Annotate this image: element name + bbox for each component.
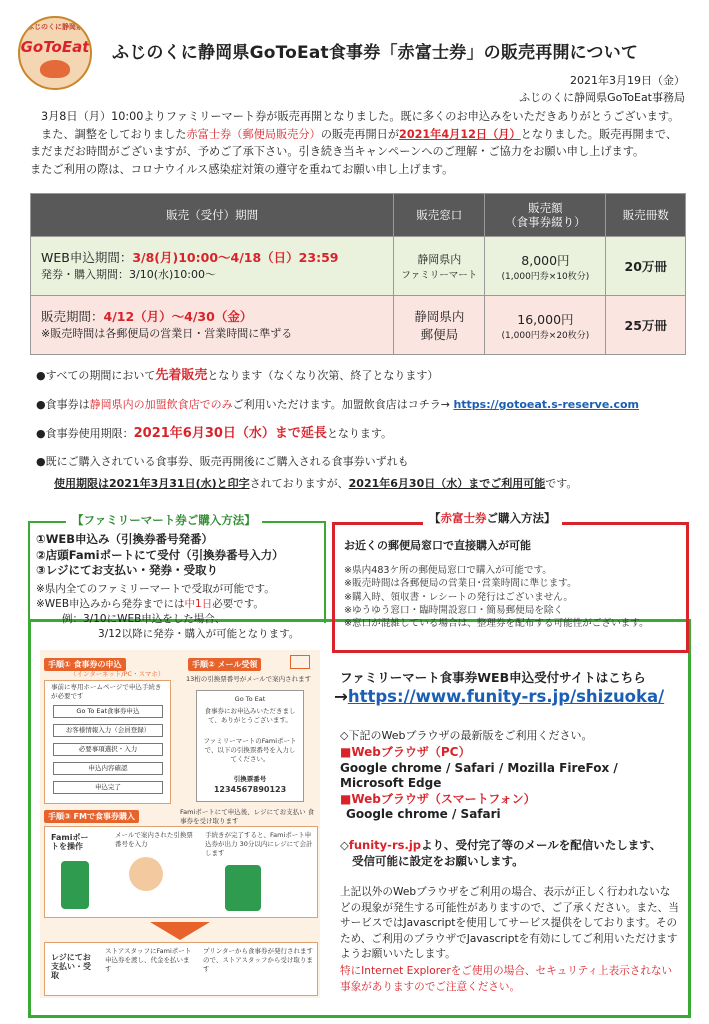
- step3-desc: Famiポートにて申込後、レジにてお支払い 食事券を受け取ります: [180, 808, 315, 825]
- register-1: ストアスタッフにFamiポート申込券を渡し、代金を払います: [105, 947, 192, 973]
- at-b: 赤富士券: [440, 511, 487, 525]
- issue-date: 2021年3月19日（金）: [570, 74, 685, 87]
- flow-btn-4: 申込内容確認: [53, 762, 163, 775]
- fm-note-3: 例：3/10にWEB申込をした場合、: [62, 613, 226, 625]
- akafuji-notes: [344, 564, 649, 630]
- step2-label: 手順② メール受領: [188, 658, 261, 671]
- step3-panel: [44, 826, 318, 918]
- familymart-steps: [36, 532, 284, 579]
- logo-mountain-icon: [40, 60, 70, 78]
- fm-note-4: 3/12以降に発券・購入が可能となります。: [98, 628, 300, 640]
- fm-step-2: ②店頭Famiポートにて受付（引換券番号入力）: [36, 547, 284, 562]
- step3-label: 手順③ FMで食事券購入: [44, 810, 139, 823]
- fami-op-1: メールで案内された引換票番号を入力: [115, 831, 193, 848]
- b3-b: となります。: [326, 427, 393, 440]
- browser-list: [340, 745, 618, 823]
- price-note: (1,000円券×10枚分): [501, 271, 590, 282]
- intro-p3: またご利用の際は、コロナウイルス感染症対策の遵守を重ねてお願い申し上げます。: [30, 162, 454, 176]
- mail-c: 受信可能に設定をお願いします。: [352, 853, 524, 868]
- arrow-icon: →: [334, 687, 348, 706]
- issue-period: 発券・購入期間：3/10(水)10:00～: [41, 268, 216, 281]
- mail-a: ◇: [340, 838, 349, 852]
- step2-desc: 13桁の引換票番号がメールで案内されます: [186, 675, 312, 683]
- bullet-validity: [54, 475, 709, 492]
- af-note-4: ※ゆうゆう窓口・臨時開設窓口・簡易郵便局を除く: [344, 604, 564, 616]
- table-header: 販売窓口: [394, 194, 485, 237]
- at-a: 【: [429, 511, 441, 525]
- ft-b: ファミリーマート券: [83, 513, 187, 527]
- sp-browser-list: Google chrome / Safari: [346, 807, 501, 821]
- akafuji-headline: お近くの郵便局窓口で直接購入が可能: [344, 539, 531, 552]
- flow-btn-2: お客様情報入力（会員登録）: [53, 724, 163, 737]
- flow-btn-5: 申込完了: [53, 781, 163, 794]
- b3-a: ●食事券使用期限：: [36, 427, 134, 440]
- pc-browser-label: ■Webブラウザ（PC）: [340, 745, 471, 759]
- b1-red: 先着販売: [155, 368, 208, 383]
- mail-domain: funity-rs.jp: [348, 838, 422, 852]
- logo-line2: GoToEat: [20, 38, 90, 56]
- b2-b: ご利用いただけます。加盟飲食店はコチラ→: [232, 398, 454, 411]
- table-row: [31, 237, 686, 296]
- logo-line1: ふじのくに静岡県: [27, 23, 83, 31]
- fm-note-2b: 必要です。: [212, 598, 264, 610]
- mail-notice: [340, 838, 680, 869]
- step1-desc: 事前に専用ホームページで申込手続きが必要です: [51, 683, 162, 700]
- mail-body-1: 食事券にお申込みいただきまして、ありがとうございます。: [204, 707, 296, 724]
- fm-note-2a: ※WEB申込みから発券までには: [36, 598, 185, 610]
- page-title: ふじのくに静岡県GoToEat食事券「赤富士券」の販売再開について: [112, 43, 639, 63]
- fm-note-2: [36, 597, 299, 612]
- b5-a: 使用期限は2021年3月31日(水)と印字: [54, 477, 250, 490]
- fami-op-label: Famiポートを操作: [51, 833, 89, 851]
- person-icon: [129, 857, 163, 891]
- browser-warning: 上記以外のWebブラウザをご利用の場合、表示が正しく行われないなどの現象が発生する可能性がありますので、ご了承ください。また、当サービスではJavascriptを使用してサービス提供をしております。そのため、ご利用のブラウザでJavascriptを有効にしてご利用いただけますようお願いいたします。: [340, 886, 679, 960]
- intro-p2-date: 2021年4月12日（月）: [399, 127, 521, 141]
- gotoeat-logo: [18, 16, 92, 90]
- window-line1: 静岡県内: [414, 309, 465, 324]
- b2-a: ●食事券は: [36, 398, 90, 411]
- fm-step-1: ①WEB申込み（引換券番号発番）: [36, 532, 214, 546]
- pc-browser-list-2: Microsoft Edge: [340, 776, 442, 790]
- stores-link[interactable]: https://gotoeat.s-reserve.com: [453, 398, 640, 411]
- akafuji-title: [423, 510, 562, 526]
- af-note-1: ※県内483ケ所の郵便局窓口で購入が可能です。: [344, 565, 552, 576]
- famiport-kiosk-icon: [61, 861, 89, 909]
- flow-btn-3: 必要事項選択・入力: [53, 743, 163, 756]
- af-note-5: ※窓口が混雑している場合は、整理券を配布する可能性がございます。: [344, 618, 649, 630]
- b1-b: となります（なくなり次第、終了となります）: [207, 369, 439, 382]
- date-block: [519, 72, 685, 106]
- mail-ticket-number: 1234567890123: [213, 785, 287, 794]
- step1-label: 手順① 食事券の申込: [44, 658, 126, 671]
- register-panel: [44, 942, 318, 996]
- b5-d: です。: [545, 477, 578, 490]
- price-note: (1,000円券×20枚分): [501, 330, 590, 341]
- register-2: プリンターから食事券が発行されますので、ストアスタッフから受け取ります: [203, 947, 313, 973]
- intro-p2-red: 赤富士券（郵便局販売分）: [186, 127, 321, 141]
- sp-browser-label: ■Webブラウザ（スマートフォン）: [340, 791, 536, 806]
- mail-body-2: ファミリーマートのFamiポートで、以下の引換票番号を入力してください。: [203, 737, 297, 763]
- issuer: ふじのくに静岡県GoToEat事務局: [519, 91, 685, 104]
- table-header: 販売冊数: [606, 194, 686, 237]
- sales-hours-note: ※販売時間は各郵便局の営業日・営業時間に準ずる: [41, 327, 293, 340]
- b2-red: 静岡県内の加盟飲食店でのみ: [89, 398, 233, 411]
- b5-c: 2021年6月30日（水）までご利用可能: [348, 477, 546, 490]
- window-line2: ファミリーマート: [401, 270, 478, 281]
- bullet-stores: [36, 396, 696, 413]
- window-cell: [394, 296, 485, 355]
- price: 16,000円: [517, 311, 574, 327]
- price-cell: [485, 237, 606, 296]
- mail-ticket-label: 引換票番号: [233, 775, 267, 783]
- count-cell: 25万冊: [606, 296, 686, 355]
- mail-b: より、受付完了等のメールを配信いたします、: [421, 838, 662, 852]
- web-title: ファミリーマート食事券WEB申込受付サイトはこちら: [340, 670, 646, 685]
- b1-a: ●すべての期間において: [36, 369, 156, 382]
- b5-b: されておりますが、: [249, 477, 349, 490]
- period-cell: [31, 237, 394, 296]
- price: 8,000円: [521, 252, 570, 268]
- period-cell: [31, 296, 394, 355]
- price-cell: [485, 296, 606, 355]
- sales-period: 4/12（月）～4/30（金）: [103, 309, 253, 324]
- web-url-link[interactable]: https://www.funity-rs.jp/shizuoka/: [347, 687, 665, 706]
- web-period: 3/8(月)10:00～4/18（日）23:59: [132, 250, 339, 265]
- bullet-expiry: [36, 425, 696, 442]
- famiport-printer-icon: [225, 865, 261, 911]
- register-label: レジにてお支払い・受取: [51, 953, 91, 980]
- familymart-notes: [36, 582, 299, 642]
- ft-a: 【: [72, 513, 84, 527]
- mail-title: Go To Eat: [234, 695, 266, 703]
- bullet-first-come: [36, 367, 696, 384]
- mail-icon: [290, 655, 310, 669]
- at-c: ご購入方法】: [486, 511, 556, 525]
- fami-op-2: 手続きが完了すると、Famiポート申込券が出力 30分以内にレジにて会計します: [205, 831, 313, 857]
- window-cell: [394, 237, 485, 296]
- purchase-flow-illustration: [40, 650, 320, 998]
- fm-note-1: ※県内全てのファミリーマートで受取が可能です。: [36, 583, 275, 595]
- web-url-line: [334, 687, 664, 706]
- intro-p2: [30, 126, 685, 161]
- pc-browser-list-1: Google chrome / Safari / Mozilla FireFox /: [340, 760, 618, 775]
- step1-sub: （インターネット/PC・スマホ）: [70, 670, 165, 678]
- fm-step-3: ③レジにてお支払い・発券・受取り: [36, 563, 218, 577]
- window-line1: 静岡県内: [417, 253, 462, 266]
- table-header: 販売（受付）期間: [31, 194, 394, 237]
- window-line2: 郵便局: [420, 327, 459, 342]
- familymart-title: [66, 512, 262, 528]
- af-note-2: ※販売時間は各郵便局の営業日･営業時間に準じます。: [344, 578, 577, 590]
- table-header: 販売額 （食事券綴り）: [485, 194, 606, 237]
- bullet-existing: ●既にご購入されている食事券、販売再開後にご購入される食事券いずれも: [36, 455, 409, 468]
- flow-btn-1: Go To Eat食事券申込: [53, 705, 163, 718]
- intro-p2-b: の販売再開日が: [320, 127, 400, 141]
- intro-p2-c: となりました。販売再開まで、まだまだお時間がございますが、予めご了承下さい。引き続き当キャンペーンへのご理解・ご協力をお願い申し上げます。: [30, 127, 678, 158]
- table-header-row: [31, 194, 686, 237]
- intro-p1: 3月8日（月）10:00よりファミリーマート券が販売再開となりました。既に多くのお申込みをいただきありがとうございます。: [41, 110, 680, 123]
- step1-panel: [44, 680, 171, 804]
- fm-note-2red: 中1日: [184, 598, 213, 610]
- table-row: [31, 296, 686, 355]
- web-label: WEB申込期間：: [41, 250, 133, 265]
- b3-red: 2021年6月30日（水）まで延長: [133, 426, 327, 441]
- af-note-3: ※購入時、領収書・レシートの発行はございません。: [344, 591, 574, 603]
- sales-label: 販売期間：: [41, 309, 104, 324]
- browser-intro: ◇下記のWebブラウザの最新版をご利用ください。: [340, 729, 593, 742]
- count-cell: 20万冊: [606, 237, 686, 296]
- mail-panel: [196, 690, 304, 802]
- down-arrow-icon: [150, 922, 210, 940]
- intro-text: [30, 108, 685, 178]
- ft-c: ご購入方法】: [186, 513, 256, 527]
- sales-table: [30, 193, 686, 355]
- ie-warning: 特にInternet Explorerをご使用の場合、セキュリティ上表示されない事象がありますのでご注意ください。: [340, 965, 673, 993]
- intro-p2-a: また、調整をしておりました: [41, 127, 187, 141]
